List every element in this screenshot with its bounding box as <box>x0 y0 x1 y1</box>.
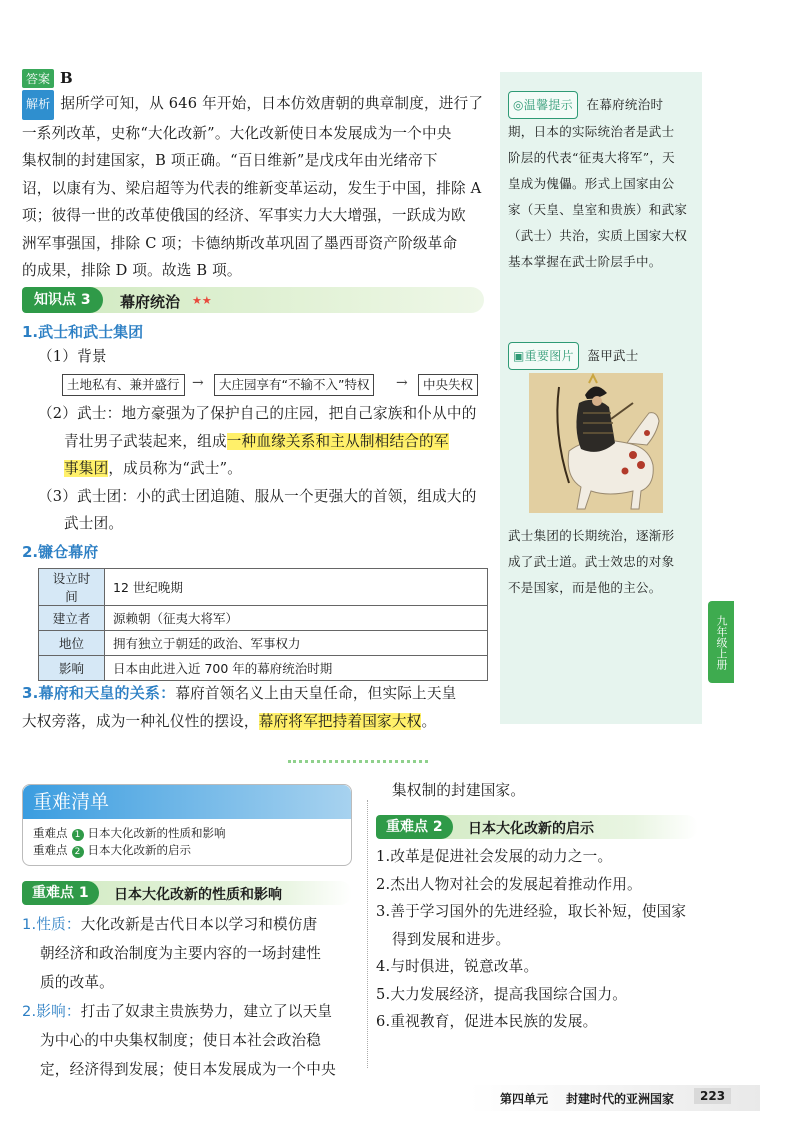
picture-heading <box>508 342 639 370</box>
footer-bar <box>470 1085 760 1111</box>
samurai-line-2 <box>38 428 498 456</box>
samurai-line-1: （2）武士：地方豪强为了保护自己的庄园，把自己家族和仆从中的 <box>38 405 477 422</box>
table-row <box>39 656 488 681</box>
knowledge-header <box>22 287 484 313</box>
group-line-2: 武士团。 <box>64 515 124 532</box>
tip-icon: ◎ <box>513 98 524 112</box>
footer-title: 封建时代的亚洲国家 <box>566 1092 675 1106</box>
text-span: 青壮男子武装起来，组成 <box>64 432 227 450</box>
star-icon: ★★ <box>192 294 212 307</box>
analysis-tag: 解析 <box>22 90 54 120</box>
item-prefix: 重难点 <box>33 826 68 840</box>
section-divider <box>288 760 428 763</box>
arrow-right-icon: → <box>192 375 204 391</box>
page-number: 223 <box>694 1088 731 1104</box>
enlightenment-item: 1.改革是促进社会发展的动力之一。 <box>376 848 613 865</box>
enlightenment-item: 2.杰出人物对社会的发展起着推动作用。 <box>376 875 642 893</box>
flow-step: 大庄园享有“不输不入”特权 <box>214 374 374 396</box>
table-row <box>39 631 488 656</box>
shogun-emperor-relation <box>22 680 502 735</box>
table-key: 设立时间 <box>39 569 105 606</box>
table-key: 地位 <box>39 631 105 656</box>
answer-value: B <box>60 69 73 87</box>
table-value: 拥有独立于朝廷的政治、军事权力 <box>105 631 488 656</box>
table-value: 12 世纪晚期 <box>105 569 488 606</box>
nature-label: 1.性质： <box>22 916 81 933</box>
difficulty-list <box>23 819 351 865</box>
point1-header <box>22 881 352 905</box>
caption-line: 不是国家，而是他的主公。 <box>508 580 662 595</box>
impact-line <box>22 997 367 1026</box>
point1-body <box>22 910 367 1084</box>
knowledge-title: 幕府统治 <box>120 293 181 311</box>
tip-line: （武士）共治，实质上国家大权 <box>508 228 688 243</box>
tip-text: 在幕府统治时 <box>586 97 664 112</box>
flow-step: 土地私有、兼并盛行 <box>62 374 185 396</box>
section-title-samurai: 1.武士和武士集团 <box>22 323 144 341</box>
arrow-right-icon: → <box>396 375 408 391</box>
point2-title: 日本大化改新的启示 <box>468 821 594 837</box>
analysis-line: 项；彼得一世的改革使俄国的经济、军事实力大大增强，一跃成为欧 <box>22 207 466 224</box>
image-icon: ▣ <box>513 349 525 363</box>
table-key: 影响 <box>39 656 105 681</box>
group-line-1: （3）武士团：小的武士团追随、服从一个更强大的首领，组成大的 <box>38 487 477 505</box>
caption-line: 成了武士道。武士效忠的对象 <box>508 554 675 569</box>
enlightenment-item: 3.善于学习国外的先进经验，取长补短，使国家 <box>376 903 687 920</box>
text-span: 打击了奴隶主贵族势力，建立了以天皇 <box>80 1003 333 1020</box>
background-label: （1）背景 <box>38 348 107 365</box>
tip-label <box>508 91 578 119</box>
tip-line: 阶层的代表“征夷大将军”，天 <box>508 150 675 165</box>
tip-line: 期，日本的实际统治者是武士 <box>508 124 675 139</box>
samurai-definition <box>38 400 498 538</box>
table-key: 建立者 <box>39 606 105 631</box>
analysis-line: 集权制的封建国家，B 项正确。“百日维新”是戊戌年由光绪帝下 <box>22 152 438 169</box>
text-span: 大化改新是古代日本以学习和模仿唐 <box>80 916 318 933</box>
analysis-line: 一系列改革，史称“大化改新”。大化改新使日本发展成为一个中央 <box>22 124 452 142</box>
impact-line: 定，经济得到发展；使日本发展成为一个中央 <box>40 1061 336 1078</box>
highlight: 幕府将军把持着国家大权 <box>258 712 422 730</box>
picture-caption <box>508 523 698 601</box>
analysis-line: 诏，以康有为、梁启超等为代表的维新变革运动，发生于中国，排除 A <box>22 179 482 197</box>
point1-tag: 重难点 1 <box>22 881 99 905</box>
point2-header <box>376 815 698 839</box>
text-span: 幕府首领名义上由天皇任命，但实际上天皇 <box>175 685 457 702</box>
analysis-block <box>22 90 497 285</box>
point2-list <box>376 843 706 1036</box>
picture-label <box>508 342 579 370</box>
point2-tag: 重难点 2 <box>376 815 453 839</box>
table-value: 源赖朝（征夷大将军） <box>105 606 488 631</box>
impact-continuation: 集权制的封建国家。 <box>392 782 526 799</box>
picture-label-text: 重要图片 <box>524 349 574 363</box>
table-value: 日本由此进入近 700 年的幕府统治时期 <box>105 656 488 681</box>
grade-tab: 九年级上册 <box>708 601 734 683</box>
tip-line: 基本掌握在武士阶层手中。 <box>508 254 662 269</box>
enlightenment-item: 5.大力发展经济，提高我国综合国力。 <box>376 985 628 1003</box>
section-title-relation: 3.幕府和天皇的关系： <box>22 684 176 702</box>
flow-chart <box>62 374 482 396</box>
tip-line <box>508 91 698 119</box>
highlight: 事集团 <box>64 460 109 477</box>
flow-step: 中央失权 <box>418 374 478 396</box>
item-text: 日本大化改新的性质和影响 <box>87 826 226 840</box>
analysis-line: 的成果，排除 D 项。故选 B 项。 <box>22 262 242 279</box>
impact-label: 2.影响： <box>22 1003 81 1020</box>
section-title-kamakura: 2.镰仓幕府 <box>22 543 99 561</box>
footer-unit: 第四单元 <box>500 1092 549 1106</box>
samurai-line-3 <box>38 455 498 483</box>
enlightenment-item: 6.重视教育，促进本民族的发展。 <box>376 1013 598 1030</box>
answer-line <box>22 68 73 88</box>
tip-line: 皇成为傀儡。形式上国家由公 <box>508 176 675 191</box>
item-prefix: 重难点 <box>33 843 68 857</box>
analysis-line: 据所学可知，从 646 年开始，日本仿效唐朝的典章制度，进行了 <box>60 95 484 112</box>
relation-line-2 <box>22 708 502 736</box>
relation-line-1 <box>22 680 502 708</box>
knowledge-tag: 知识点 3 <box>22 287 103 313</box>
item-number: 1 <box>72 829 84 841</box>
difficulty-item <box>33 842 341 859</box>
nature-line <box>22 910 367 939</box>
nature-line: 朝经济和政治制度为主要内容的一场封建性 <box>40 945 322 962</box>
text-span: ，成员称为“武士”。 <box>108 460 243 477</box>
difficulty-list-box <box>22 784 352 866</box>
column-divider <box>367 800 368 1068</box>
difficulty-list-header: 重难清单 <box>23 785 351 819</box>
enlightenment-item: 4.与时俱进，锐意改革。 <box>376 958 539 975</box>
difficulty-item <box>33 825 341 842</box>
item-text: 日本大化改新的启示 <box>87 843 191 857</box>
tip-block <box>508 91 698 275</box>
analysis-line: 洲军事强国，排除 C 项；卡德纳斯改革巩固了墨西哥资产阶级革命 <box>22 234 458 252</box>
tip-line: 家（天皇、皇室和贵族）和武家 <box>508 202 688 217</box>
point1-title: 日本大化改新的性质和影响 <box>114 887 282 903</box>
text-span: 大权旁落，成为一种礼仪性的摆设， <box>22 712 259 730</box>
item-number: 2 <box>72 846 84 858</box>
answer-tag: 答案 <box>22 69 54 88</box>
enlightenment-item: 得到发展和进步。 <box>392 930 511 948</box>
tip-label-text: 温馨提示 <box>523 98 573 112</box>
impact-line: 为中心的中央集权制度；使日本社会政治稳 <box>40 1032 322 1049</box>
table-row <box>39 606 488 631</box>
nature-line: 质的改革。 <box>40 974 114 991</box>
samurai-illustration <box>529 373 663 513</box>
text-span: 。 <box>421 712 437 730</box>
caption-line: 武士集团的长期统治，逐渐形 <box>508 528 675 543</box>
kamakura-table <box>38 568 488 681</box>
highlight: 一种血缘关系和主从制相结合的军 <box>226 432 449 450</box>
table-row <box>39 569 488 606</box>
picture-title: 盔甲武士 <box>587 348 639 363</box>
